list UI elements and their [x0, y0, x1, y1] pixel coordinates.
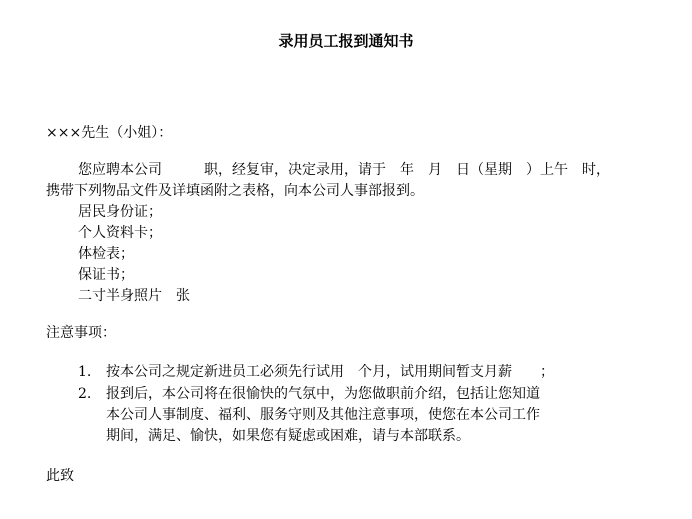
notes-heading: 注意事项： [46, 325, 116, 341]
item-photos: 二寸半身照片 张 [78, 288, 190, 304]
body-line-1: 您应聘本公司 职，经复审，决定录用，请于 年 月 日（星期 ）上午 时， [78, 162, 610, 178]
item-guarantee-letter: 保证书； [78, 267, 134, 283]
document-title: 录用员工报到通知书 [278, 32, 414, 50]
note-2-line-1: 报到后，本公司将在很愉快的气氛中，为您做职前介绍，包括让您知道 [106, 386, 540, 402]
note-number-1: 1. [78, 364, 92, 380]
item-id-card: 居民身份证； [78, 204, 162, 220]
note-number-2: 2. [78, 386, 92, 402]
item-medical-form: 体检表； [78, 246, 134, 262]
body-line-2: 携带下列物品文件及详填函附之表格，向本公司人事部报到。 [46, 183, 424, 199]
note-1-line-1: 按本公司之规定新进员工必须先行试用 个月，试用期间暂支月薪 ； [106, 364, 554, 380]
closing: 此致 [46, 468, 74, 484]
note-2-line-2: 本公司人事制度、福利、服务守则及其他注意事项，使您在本公司工作 [106, 407, 540, 423]
note-2-line-3: 期间，满足、愉快，如果您有疑虑或困难，请与本部联系。 [106, 428, 470, 444]
item-profile-card: 个人资料卡； [78, 225, 162, 241]
salutation: ×××先生（小姐）： [46, 125, 173, 141]
